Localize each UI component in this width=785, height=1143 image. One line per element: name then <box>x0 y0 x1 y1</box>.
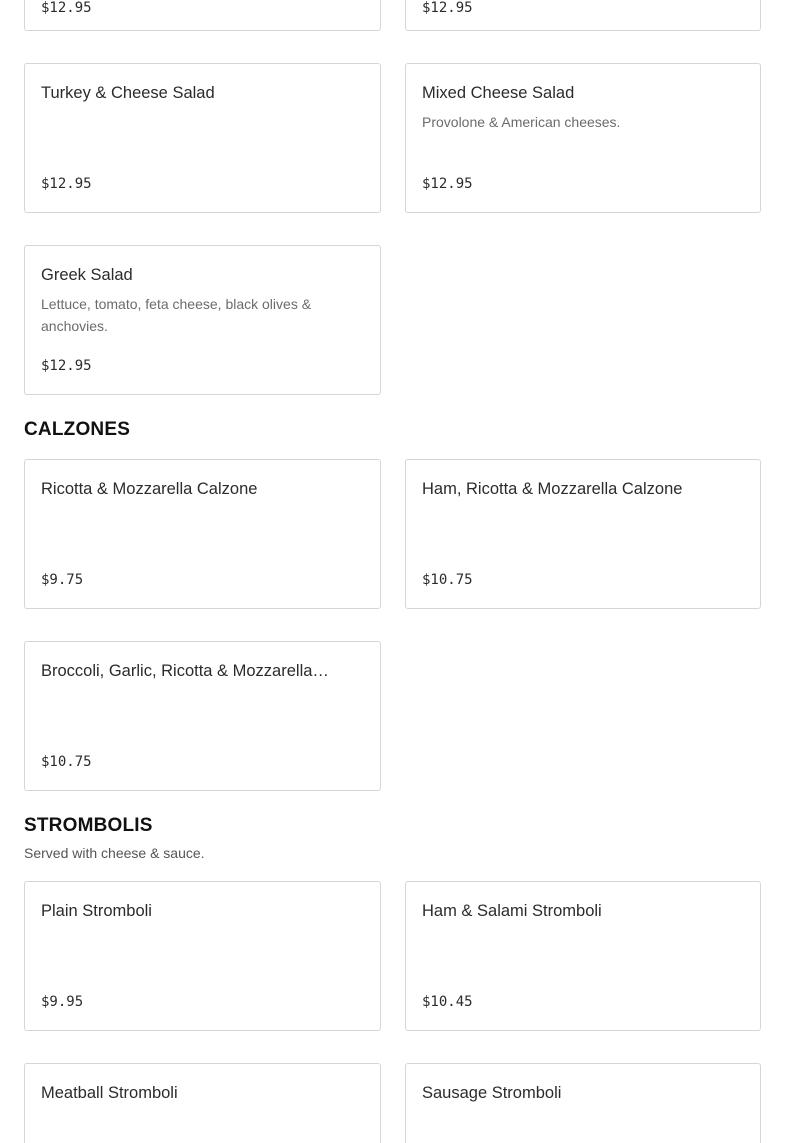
menu-item-card[interactable] <box>405 1063 761 1143</box>
item-price: $12.95 <box>41 0 92 16</box>
menu-item-card[interactable] <box>24 245 381 395</box>
item-name: Greek Salad <box>41 266 133 284</box>
menu-item-card[interactable] <box>24 1063 381 1143</box>
menu-item-card[interactable] <box>405 0 761 31</box>
item-name: Mixed Cheese Salad <box>422 84 575 102</box>
section-subtitle: Served with cheese & sauce. <box>24 845 205 861</box>
item-price: $12.95 <box>422 0 473 16</box>
section-title: CALZONES <box>24 419 131 440</box>
menu-item-card[interactable] <box>405 881 761 1031</box>
item-name: Ham, Ricotta & Mozzarella Calzone <box>422 480 683 498</box>
menu-item-card[interactable] <box>24 63 381 213</box>
item-price: $9.75 <box>41 572 84 588</box>
item-name: Plain Stromboli <box>41 902 152 920</box>
menu-item-card[interactable] <box>24 881 381 1031</box>
menu-item-card[interactable] <box>405 459 761 609</box>
item-price: $10.75 <box>41 754 92 770</box>
menu-item-card[interactable] <box>405 63 761 213</box>
section-title: STROMBOLIS <box>24 815 153 836</box>
item-name: Ham & Salami Stromboli <box>422 902 602 920</box>
item-price: $12.95 <box>41 176 92 192</box>
menu-item-card[interactable] <box>24 459 381 609</box>
item-price: $10.45 <box>422 994 473 1010</box>
menu-item-card[interactable] <box>24 0 381 31</box>
item-name: Ricotta & Mozzarella Calzone <box>41 480 258 498</box>
item-price: $10.75 <box>422 572 473 588</box>
item-name: Meatball Stromboli <box>41 1084 178 1102</box>
item-price: $9.95 <box>41 994 84 1010</box>
menu-item-card[interactable] <box>24 641 381 791</box>
item-name: Sausage Stromboli <box>422 1084 562 1102</box>
item-name: Broccoli, Garlic, Ricotta & Mozzarella… <box>41 662 329 680</box>
item-description: Provolone & American cheeses. <box>422 114 621 130</box>
item-price: $12.95 <box>41 358 92 374</box>
item-description: Lettuce, tomato, feta cheese, black olives & anchovies. <box>41 296 312 334</box>
item-price: $12.95 <box>422 176 473 192</box>
item-name: Turkey & Cheese Salad <box>41 84 215 102</box>
